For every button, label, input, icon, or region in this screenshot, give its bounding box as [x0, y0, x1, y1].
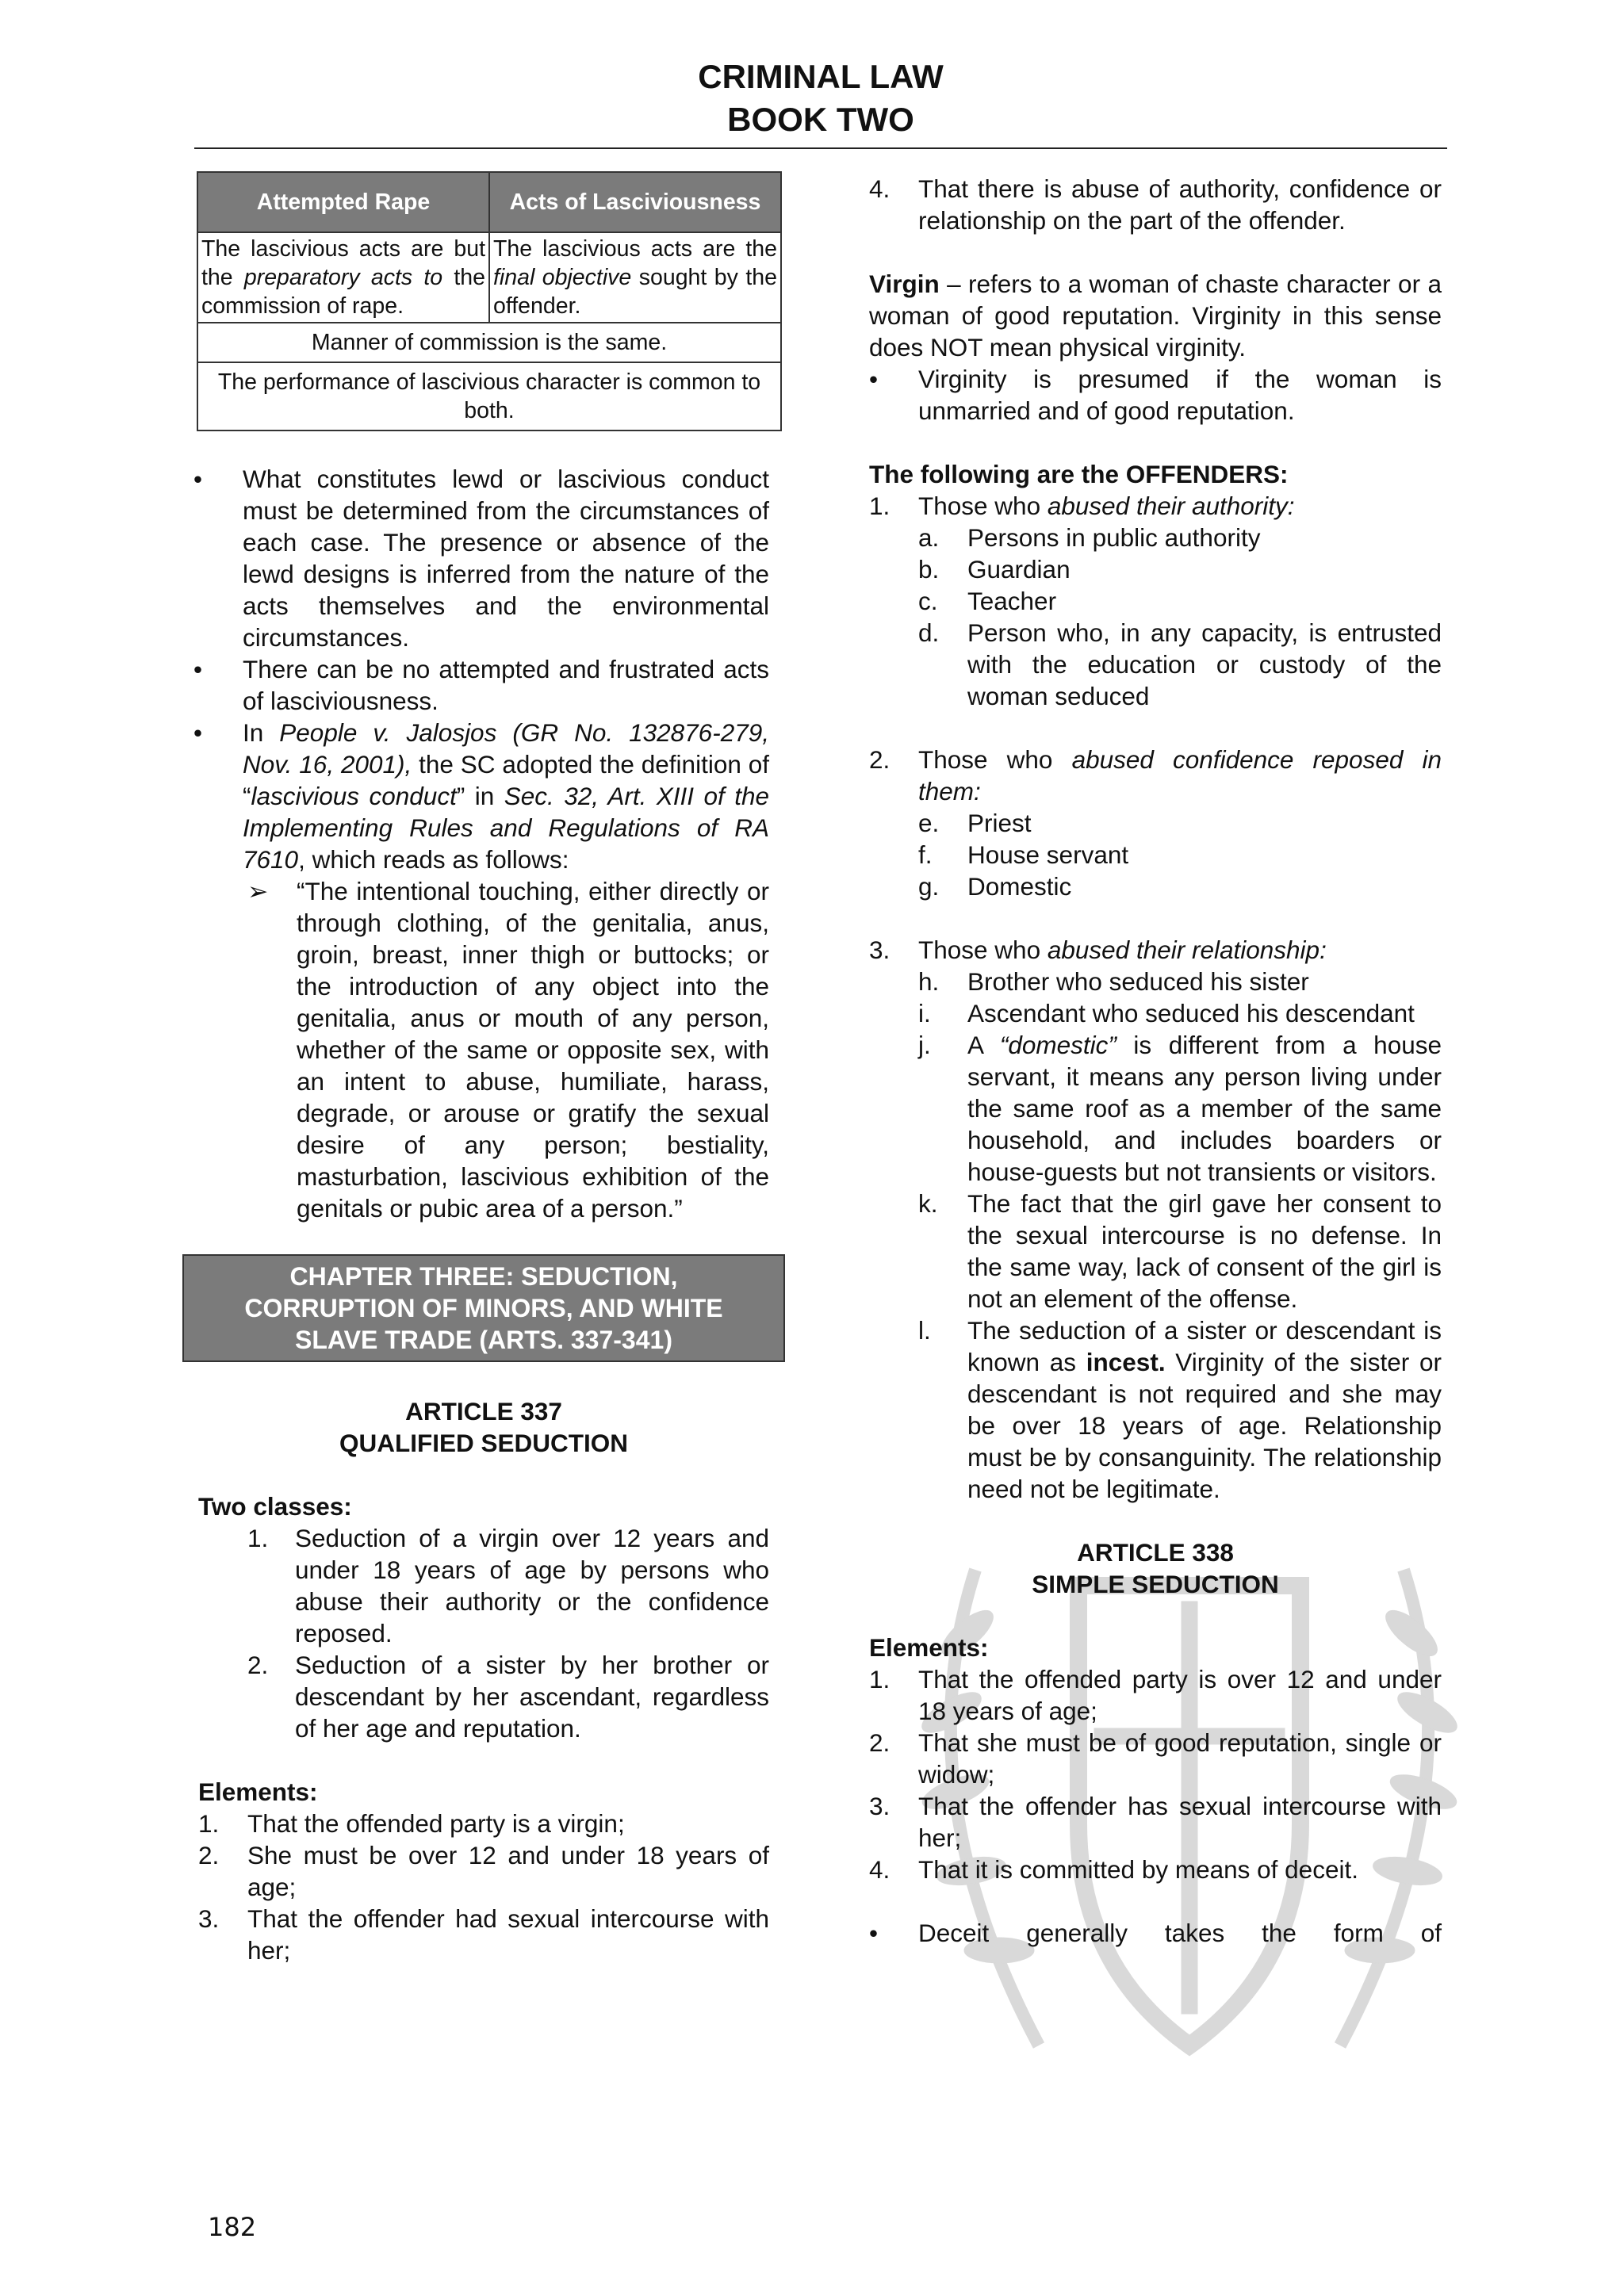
comparison-table: [197, 171, 782, 431]
header-title: CRIMINAL LAW: [698, 58, 944, 95]
virgin-definition: Virgin – refers to a woman of chaste character or a woman of good reputation. Virginity in this sense does NOT mean physical virginity.: [869, 270, 1442, 362]
bullet-item: • There can be no attempted and frustrated acts of lasciviousness.: [193, 655, 769, 715]
header-subtitle: BOOK TWO: [727, 101, 914, 138]
list-item: h. Brother who seduced his sister: [918, 967, 1309, 996]
page-number: 182: [208, 2212, 257, 2242]
table-header-attempted-rape: Attempted Rape: [197, 172, 489, 232]
table-header-acts-of-lasciviousness: Acts of Lasciviousness: [489, 172, 781, 232]
offender-group-1: 1. Those who abused their authority:: [869, 492, 1295, 520]
quoted-definition: “The intentional touching, either directly or through clothing, of the genitalia, anus, groin, breast, inner thigh or buttocks; or the introduction of any object into the genitalia, anus or mouth of any person, whether of the same or opposite sex, with an intent to abuse, humiliate, harass, degrade, or arouse or gratify the sexual desire of any person; bestiality, masturbation, lascivious exhibition of the genitals or pubic area of a person.”: [297, 877, 769, 1223]
list-item: 2. That she must be of good reputation, single or widow;: [869, 1728, 1442, 1789]
table-cell-acts-of-lasciviousness: The lascivious acts are the final objective sought by the offender.: [489, 232, 781, 323]
list-item: g. Domestic: [918, 872, 1072, 901]
arrow-bullet-icon: ➢: [247, 877, 269, 905]
bullet-item: • Virginity is presumed if the woman is unmarried and of good reputation.: [869, 365, 1442, 425]
article-338-title: SIMPLE SEDUCTION: [1032, 1570, 1279, 1598]
list-item: c. Teacher: [918, 587, 1057, 615]
list-item: e. Priest: [918, 809, 1032, 837]
elements-heading: Elements:: [198, 1777, 318, 1806]
bullet-item: • What constitutes lewd or lascivious conduct must be determined from the circumstances of each case. The presence or absence of the lewd designs is inferred from the nature of the acts themselves and the environmental circumstances.: [193, 465, 769, 652]
list-item: 2. She must be over 12 and under 18 years of age;: [198, 1841, 769, 1901]
article-338-number: ARTICLE 338: [1077, 1538, 1234, 1567]
list-item: f. House servant: [918, 840, 1129, 869]
list-item: d. Person who, in any capacity, is entrusted with the education or custody of the woman seduced: [918, 618, 1442, 710]
chapter-banner: CHAPTER THREE: SEDUCTION, CORRUPTION OF MINORS, AND WHITE SLAVE TRADE (ARTS. 337-341): [182, 1254, 785, 1362]
list-item: k. The fact that the girl gave her consent to the sexual intercourse is no defense. In the same way, lack of consent of the girl is not an element of the offense.: [918, 1189, 1442, 1313]
table-common-manner: Manner of commission is the same.: [197, 323, 781, 362]
list-item: 2. Seduction of a sister by her brother or descendant by her ascendant, regardless of her age and reputation.: [247, 1651, 769, 1743]
table-cell-attempted-rape: The lascivious acts are but the preparatory acts to the commission of rape.: [197, 232, 489, 323]
bullet-item-jalosjos: • In People v. Jalosjos (GR No. 132876-279, Nov. 16, 2001), the SC adopted the definition of “lascivious conduct” in Sec. 32, Art. XIII of the Implementing Rules and Regulations of RA 7610, which reads as follows:: [193, 718, 769, 874]
elements-heading: Elements:: [869, 1633, 989, 1662]
header-rule: [194, 147, 1447, 149]
list-item: 1. Seduction of a virgin over 12 years and under 18 years of age by persons who abuse their authority or the confidence reposed.: [247, 1524, 769, 1647]
list-item: 1. That the offended party is a virgin;: [198, 1809, 625, 1838]
list-item: b. Guardian: [918, 555, 1071, 584]
offenders-heading: The following are the OFFENDERS:: [869, 460, 1289, 488]
offender-group-2: 2. Those who abused confidence reposed in them:: [869, 745, 1442, 806]
offender-group-3: 3. Those who abused their relationship:: [869, 936, 1327, 964]
list-item: a. Persons in public authority: [918, 523, 1261, 552]
list-item: l. The seduction of a sister or descendant is known as incest. Virginity of the sister or descendant is not required and she may be over 18 years of age. Relationship must be by consanguinity. The relationship need not be legitimate.: [918, 1316, 1442, 1503]
page-header: [194, 55, 1447, 141]
table-common-performance: The performance of lascivious character is common to both.: [197, 362, 781, 430]
list-item: j. A “domestic” is different from a house servant, it means any person living under the same roof as a member of the same household, and includes boarders or house-guests but not transients or visitors.: [918, 1031, 1442, 1186]
list-item: 4. That there is abuse of authority, confidence or relationship on the part of the offender.: [869, 174, 1442, 235]
article-337-number: ARTICLE 337: [405, 1397, 562, 1425]
article-337-title: QUALIFIED SEDUCTION: [339, 1429, 628, 1457]
right-column: [869, 173, 1442, 1949]
list-item: 1. That the offended party is over 12 and under 18 years of age;: [869, 1665, 1442, 1725]
quote-item: [198, 875, 769, 1224]
list-item: i. Ascendant who seduced his descendant: [918, 999, 1415, 1027]
list-item: 4. That it is committed by means of deceit.: [869, 1855, 1358, 1884]
bullet-item: • Deceit generally takes the form of: [869, 1919, 1442, 1947]
left-column: [193, 171, 778, 1966]
two-classes-heading: Two classes:: [198, 1492, 352, 1521]
list-item: 3. That the offender had sexual intercourse with her;: [198, 1904, 769, 1965]
list-item: 3. That the offender has sexual intercourse with her;: [869, 1792, 1442, 1852]
